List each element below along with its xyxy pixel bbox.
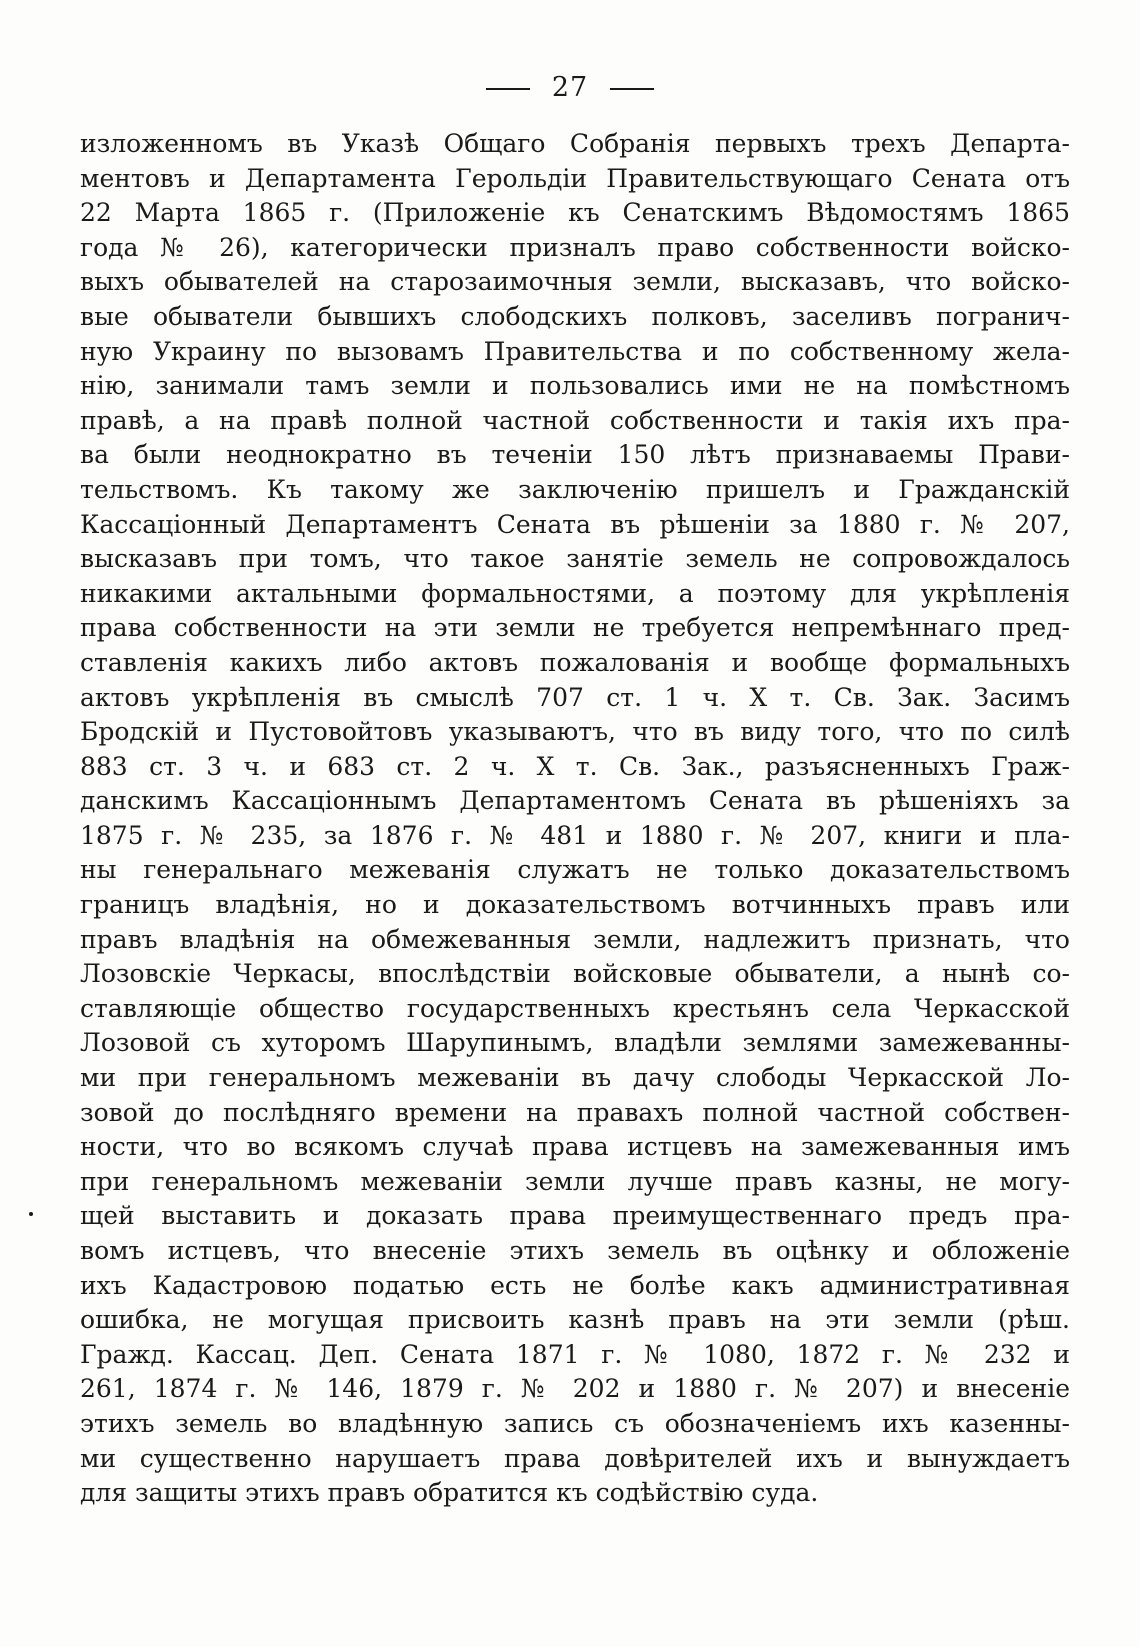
text-line: данскимъ Кассаціоннымъ Департаментомъ Сената въ рѣшеніяхъ за	[80, 786, 1070, 816]
text-line: ную Украину по вызовамъ Правительства и по собственному жела-	[80, 336, 1070, 366]
text-line: Бродскій и Пустовойтовъ указываютъ, что въ виду того, что по силѣ	[80, 717, 1070, 747]
text-line: ихъ Кадастровою податью есть не болѣе какъ административная	[80, 1270, 1070, 1300]
page-number: 27	[551, 72, 589, 103]
text-line: ва были неоднократно въ теченіи 150 лѣтъ признаваемы Прави-	[80, 440, 1070, 470]
text-line: ны генеральнаго межеванія служатъ не только доказательствомъ	[80, 855, 1070, 885]
text-line: Лозовскіе Черкасы, впослѣдствіи войсковые обыватели, а нынѣ со-	[80, 959, 1070, 989]
text-line: права собственности на эти земли не требуется непремѣннаго пред-	[80, 613, 1070, 643]
text-line: вомъ истцевъ, что внесеніе этихъ земель въ оцѣнку и обложеніе	[80, 1236, 1070, 1265]
print-speck	[29, 1212, 33, 1216]
text-line: границъ владѣнія, но и доказательствомъ вотчинныхъ правъ или	[80, 890, 1070, 920]
text-line: ми существенно нарушаетъ права довѣрителей ихъ и вынуждаетъ	[80, 1443, 1070, 1473]
text-line: ставленія какихъ либо актовъ пожалованія и вообще формальныхъ	[80, 647, 1070, 677]
text-line: ментовъ и Департамента Герольдіи Правительствующаго Сената отъ	[80, 163, 1070, 193]
text-line: Гражд. Кассац. Деп. Сената 1871 г. № 1080, 1872 г. № 232 и	[80, 1339, 1070, 1369]
text-line: 1875 г. № 235, за 1876 г. № 481 и 1880 г. № 207, книги и пла-	[80, 820, 1070, 850]
text-line: для защиты этихъ правъ обратится къ содѣйствію суда.	[80, 1478, 819, 1508]
text-line: 261, 1874 г. № 146, 1879 г. № 202 и 1880 г. № 207) и внесеніе	[80, 1374, 1070, 1404]
text-line: Кассаціонный Департаментъ Сената въ рѣшеніи за 1880 г. № 207,	[80, 509, 1070, 539]
text-line: никакими актальными формальностями, а поэтому для укрѣпленія	[80, 578, 1070, 608]
text-line: актовъ укрѣпленія въ смыслѣ 707 ст. 1 ч. X т. Св. Зак. Засимъ	[80, 682, 1070, 712]
text-line: тельствомъ. Къ такому же заключенію пришелъ и Гражданскій	[80, 474, 1070, 504]
text-line: ошибка, не могущая присвоить казнѣ правъ на эти земли (рѣш.	[80, 1305, 1070, 1335]
text-line: года № 26), категорически призналъ право собственности войско-	[80, 232, 1070, 262]
left-dash	[486, 88, 530, 90]
text-line: ми при генеральномъ межеваніи въ дачу слободы Черкасской Ло-	[80, 1063, 1070, 1093]
page-number-header	[0, 72, 1140, 103]
text-line: этихъ земель во владѣнную запись съ обозначеніемъ ихъ казенны-	[80, 1408, 1070, 1438]
text-line: правъ владѣнія на обмежеванныя земли, надлежитъ признать, что	[80, 924, 1070, 954]
text-line: высказавъ при томъ, что такое занятіе земель не сопровождалось	[80, 544, 1070, 574]
text-line: нію, занимали тамъ земли и пользовались ими не на помѣстномъ	[80, 371, 1070, 401]
text-line: Лозовой съ хуторомъ Шарупинымъ, владѣли землями замежеванны-	[80, 1028, 1070, 1058]
text-line: щей выставить и доказать права преимущественнаго предъ пра-	[80, 1201, 1070, 1231]
text-line: выхъ обывателей на старозаимочныя земли, высказавъ, что войско-	[80, 267, 1070, 297]
text-line: 22 Марта 1865 г. (Приложеніе къ Сенатскимъ Вѣдомостямъ 1865	[80, 198, 1070, 228]
text-line: ставляющіе общество государственныхъ крестьянъ села Черкасской	[80, 993, 1070, 1023]
body-text	[80, 127, 1070, 1511]
text-line: вые обыватели бывшихъ слободскихъ полковъ, заселивъ погранич-	[80, 301, 1070, 331]
text-line: 883 ст. 3 ч. и 683 ст. 2 ч. X т. Св. Зак., разъясненныхъ Граж-	[80, 751, 1070, 781]
text-line: ности, что во всякомъ случаѣ права истцевъ на замежеванныя имъ	[80, 1132, 1070, 1162]
right-dash	[610, 88, 654, 90]
text-line: правѣ, а на правѣ полной частной собственности и такія ихъ пра-	[80, 405, 1070, 435]
text-line: при генеральномъ межеваніи земли лучше правъ казны, не могу-	[80, 1166, 1070, 1196]
text-line: зовой до послѣдняго времени на правахъ полной частной собствен-	[80, 1097, 1070, 1127]
text-line: изложенномъ въ Указѣ Общаго Собранія первыхъ трехъ Департа-	[80, 129, 1070, 158]
